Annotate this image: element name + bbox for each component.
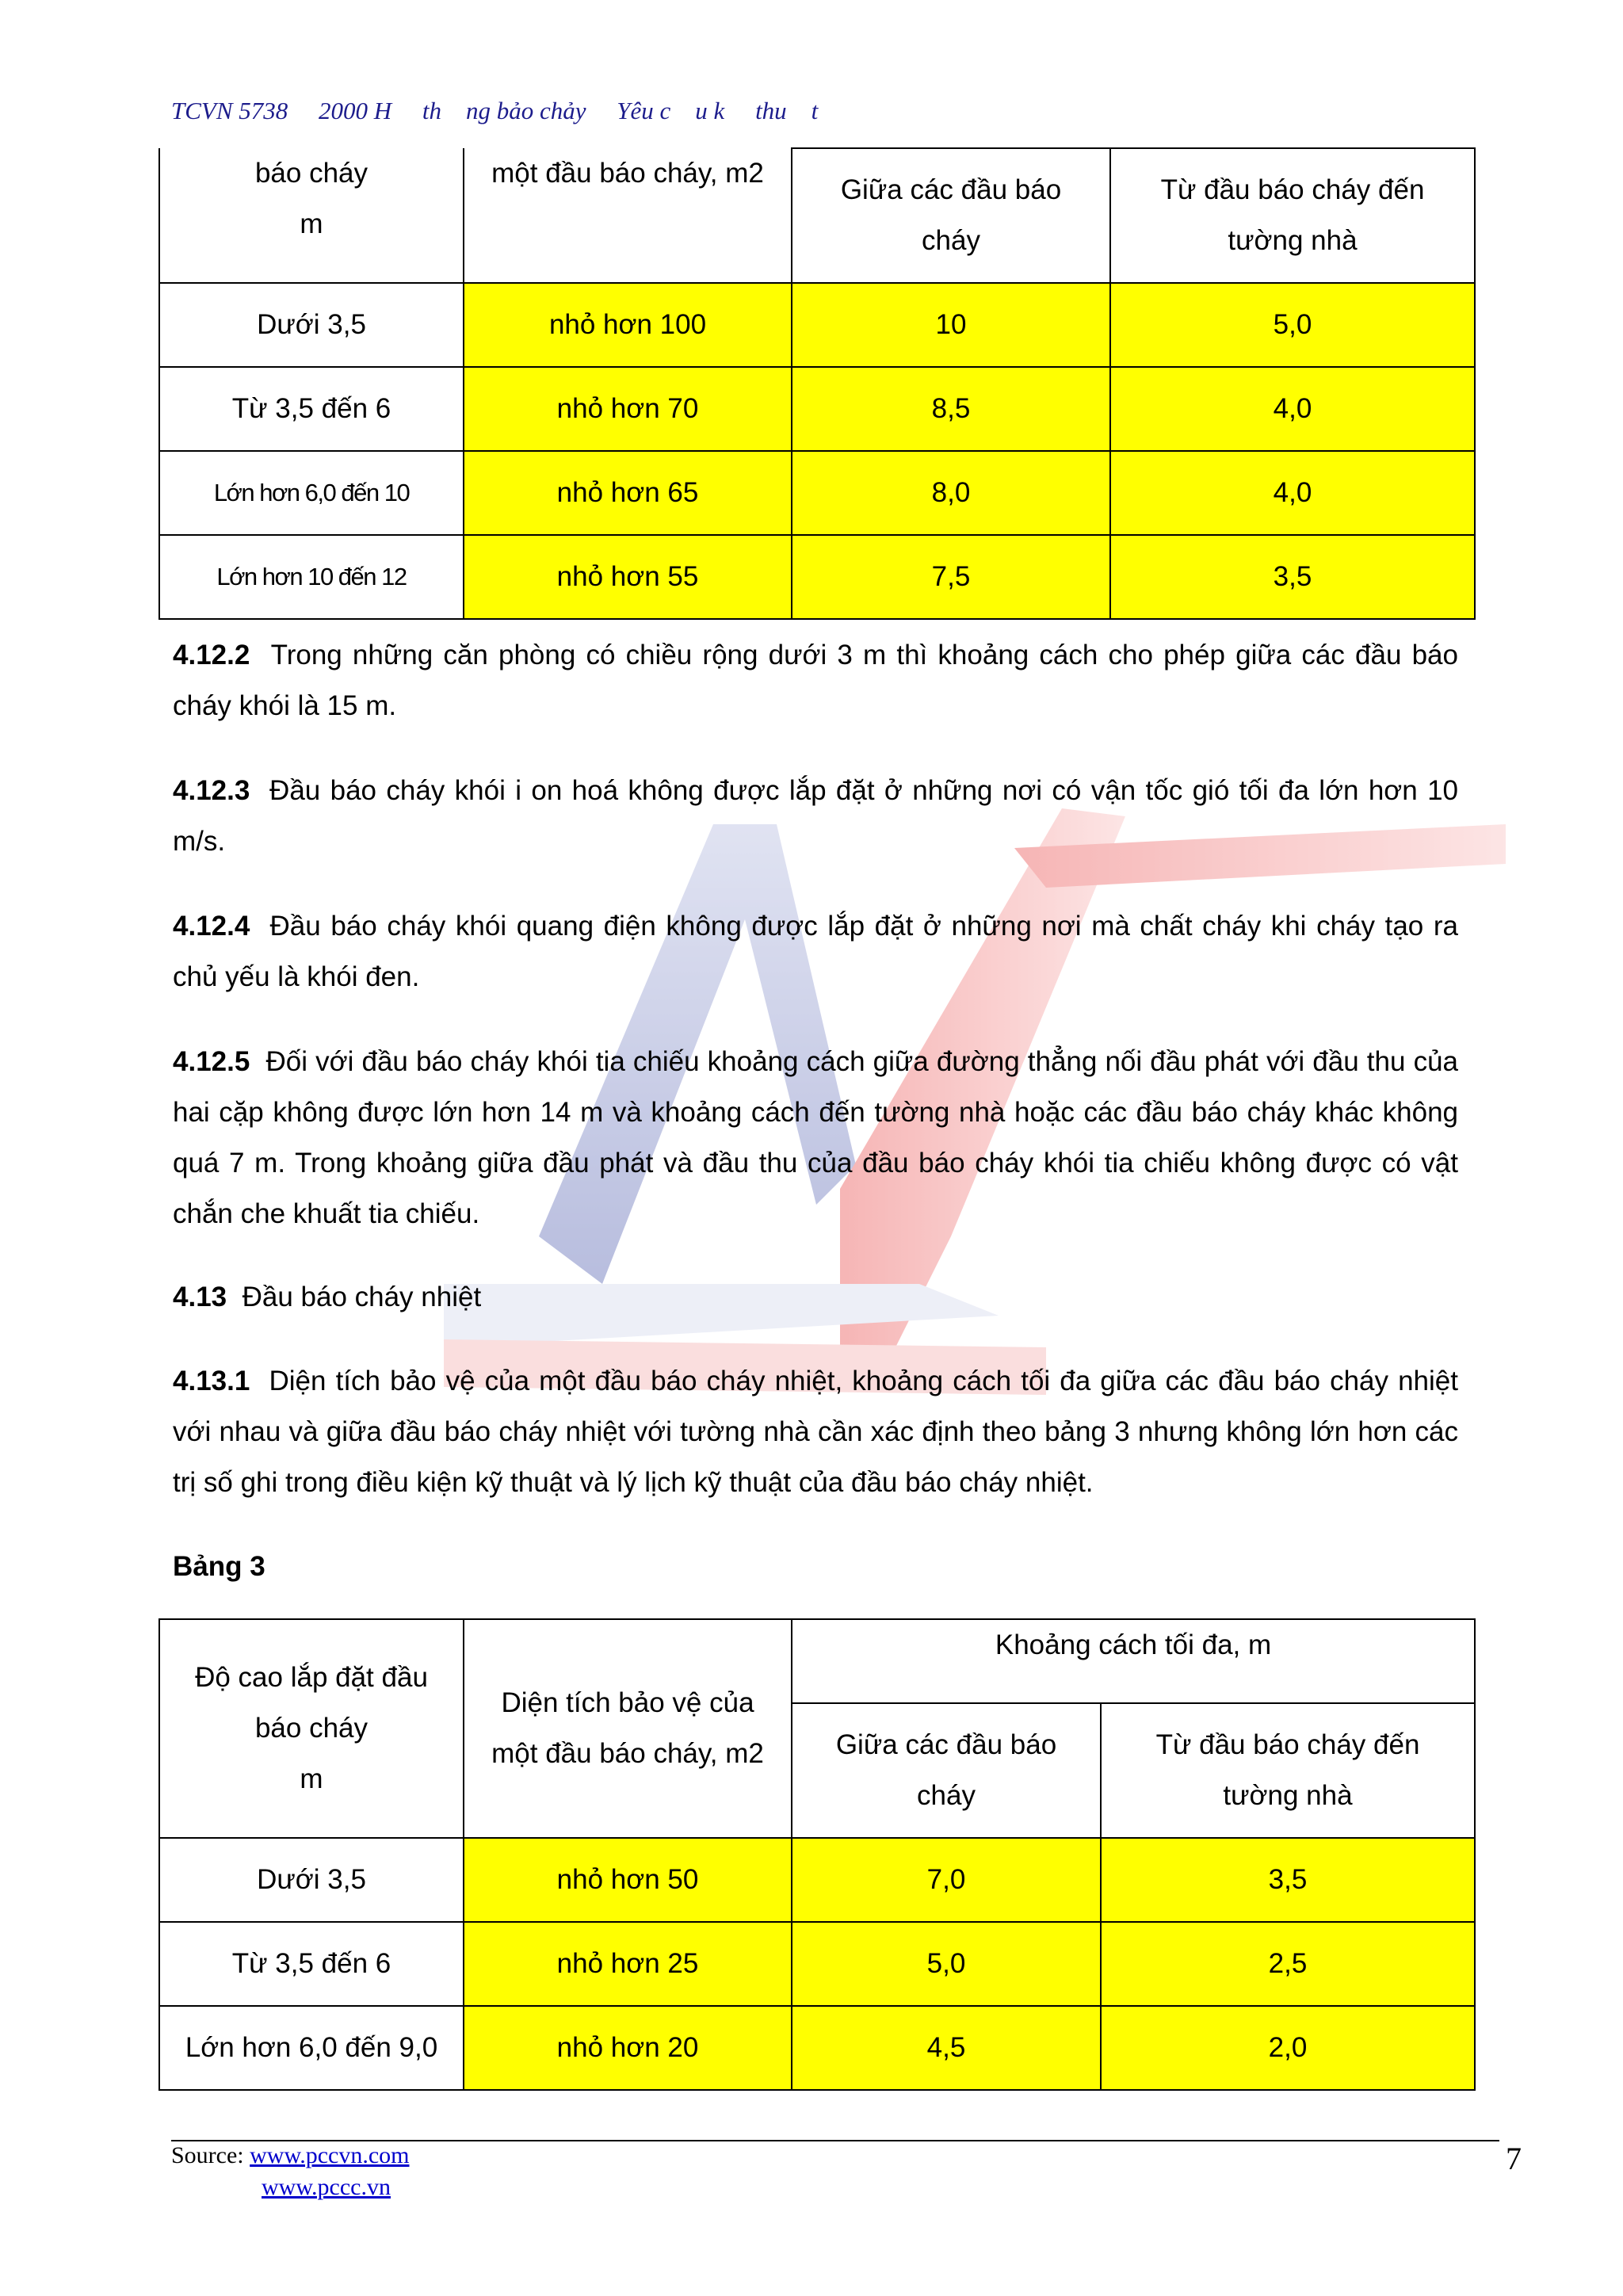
paragraph-4-12-4 xyxy=(173,901,1458,1003)
table-row xyxy=(159,1838,1475,1922)
paragraph-text: Đối với đầu báo cháy khói tia chiếu khoảng cách giữa đường thẳng nối đầu phát với đầu thu của hai cặp không được lớn hơn 14 m và khoảng cách đến tường nhà hoặc các đầu báo cháy khác không quá 7 m. Trong khoảng giữa đầu phát và đầu thu của đầu báo cháy khói tia chiếu không được có vật chắn che khuất tia chiếu. xyxy=(173,1046,1458,1229)
table-cell: Lớn hơn 6,0 đến 9,0 xyxy=(159,2006,464,2090)
table-row xyxy=(159,535,1475,619)
section-heading-4-13 xyxy=(173,1272,1458,1323)
running-header: TCVN 5738 2000 H th ng bảo chảy Yêu c u k thu t xyxy=(171,97,819,124)
table-cell: 5,0 xyxy=(1110,283,1475,367)
section-title: Đầu báo cháy nhiệt xyxy=(242,1282,482,1312)
page-number: 7 xyxy=(1506,2141,1522,2176)
table-row xyxy=(159,451,1475,535)
source-label: Source: xyxy=(171,2142,244,2168)
header-text: Giữa các đầu báo xyxy=(840,174,1062,205)
table-row xyxy=(159,1922,1475,2006)
table-cell: 5,0 xyxy=(792,1922,1101,2006)
table-cell: Lớn hơn 10 đến 12 xyxy=(159,535,464,619)
source-link-pccvn[interactable]: www.pccvn.com xyxy=(250,2142,410,2168)
paragraph-4-13-1 xyxy=(173,1356,1458,1508)
header-cell-to-wall xyxy=(1110,148,1475,283)
table-header-row xyxy=(159,148,1475,283)
header-cell-height xyxy=(159,148,464,283)
source-link-pccc[interactable]: www.pccc.vn xyxy=(262,2174,391,2200)
table-cell: 7,0 xyxy=(792,1838,1101,1922)
paragraph-4-12-5 xyxy=(173,1037,1458,1240)
table-cell: 7,5 xyxy=(792,535,1110,619)
header-cell-area xyxy=(464,1619,792,1838)
table-cell: 8,5 xyxy=(792,367,1110,451)
paragraph-text: Đầu báo cháy khói quang điện không được lắp đặt ở những nơi mà chất cháy khi cháy tạo ra chủ yếu là khói đen. xyxy=(173,911,1458,992)
paragraph-4-12-2 xyxy=(173,630,1458,732)
header-cell-max-distance: Khoảng cách tối đa, m xyxy=(792,1619,1475,1703)
table-cell: 3,5 xyxy=(1110,535,1475,619)
paragraph-4-12-3 xyxy=(173,766,1458,867)
table-row xyxy=(159,283,1475,367)
table-cell: nhỏ hơn 25 xyxy=(464,1922,792,2006)
table-cell: 3,5 xyxy=(1101,1838,1475,1922)
paragraph-text: Đầu báo cháy khói i on hoá không được lắp đặt ở những nơi có vận tốc gió tối đa lớn hơn 10 m/s. xyxy=(173,775,1458,857)
section-number: 4.12.4 xyxy=(173,911,250,942)
paragraph-text: Diện tích bảo vệ của một đầu báo cháy nhiệt, khoảng cách tối đa giữa các đầu báo cháy nhiệt với nhau và giữa đầu báo cháy nhiệt với tường nhà cần xác định theo bảng 3 nhưng không lớn hơn các trị số ghi trong điều kiện kỹ thuật và lý lịch kỹ thuật của đầu báo cháy nhiệt. xyxy=(173,1366,1458,1498)
section-number: 4.12.5 xyxy=(173,1046,250,1077)
header-text: Từ đầu báo cháy đến xyxy=(1160,174,1425,205)
header-text: Độ cao lắp đặt đầu xyxy=(195,1662,428,1693)
table-cell: Từ 3,5 đến 6 xyxy=(159,367,464,451)
table-cell: nhỏ hơn 100 xyxy=(464,283,792,367)
paragraph-text: Trong những căn phòng có chiều rộng dưới 3 m thì khoảng cách cho phép giữa các đầu báo cháy khói là 15 m. xyxy=(173,640,1458,721)
header-text: tường nhà xyxy=(1228,225,1358,256)
table-header-row xyxy=(159,1619,1475,1703)
header-cell-between xyxy=(792,1703,1101,1838)
header-text: cháy xyxy=(922,225,980,256)
table-cell: 2,5 xyxy=(1101,1922,1475,2006)
header-cell-height xyxy=(159,1619,464,1838)
section-number: 4.13.1 xyxy=(173,1366,250,1396)
header-text: báo cháy xyxy=(254,158,369,189)
table-cell: nhỏ hơn 65 xyxy=(464,451,792,535)
header-text: báo cháy xyxy=(254,1713,369,1744)
section-number: 4.13 xyxy=(173,1282,227,1312)
table-cell: Dưới 3,5 xyxy=(159,1838,464,1922)
table-3-caption: Bảng 3 xyxy=(173,1551,265,1582)
table-2-continued xyxy=(158,147,1476,620)
header-cell-area: một đầu báo cháy, m2 xyxy=(464,148,792,283)
table-cell: Dưới 3,5 xyxy=(159,283,464,367)
table-cell: 2,0 xyxy=(1101,2006,1475,2090)
header-text: cháy xyxy=(917,1780,976,1811)
section-number: 4.12.3 xyxy=(173,775,250,806)
table-cell: Từ 3,5 đến 6 xyxy=(159,1922,464,2006)
header-text: m xyxy=(300,208,323,239)
header-text: Diện tích bảo vệ của xyxy=(501,1687,754,1718)
header-text: tường nhà xyxy=(1223,1780,1353,1811)
table-cell: 8,0 xyxy=(792,451,1110,535)
header-text: Giữa các đầu báo xyxy=(835,1729,1057,1760)
footer-source xyxy=(171,2140,409,2203)
table-3 xyxy=(158,1618,1476,2091)
header-text: một đầu báo cháy, m2 xyxy=(491,1738,764,1769)
table-cell: nhỏ hơn 70 xyxy=(464,367,792,451)
table-row xyxy=(159,2006,1475,2090)
header-cell-between xyxy=(792,148,1110,283)
header-text: m xyxy=(300,1763,323,1794)
section-number: 4.12.2 xyxy=(173,640,250,670)
table-cell: 4,5 xyxy=(792,2006,1101,2090)
table-cell: nhỏ hơn 55 xyxy=(464,535,792,619)
table-cell: nhỏ hơn 50 xyxy=(464,1838,792,1922)
table-cell: 10 xyxy=(792,283,1110,367)
table-cell: nhỏ hơn 20 xyxy=(464,2006,792,2090)
header-cell-to-wall xyxy=(1101,1703,1475,1838)
table-row xyxy=(159,367,1475,451)
table-cell: Lớn hơn 6,0 đến 10 xyxy=(159,451,464,535)
header-text: Từ đầu báo cháy đến xyxy=(1155,1729,1420,1760)
table-cell: 4,0 xyxy=(1110,367,1475,451)
table-cell: 4,0 xyxy=(1110,451,1475,535)
